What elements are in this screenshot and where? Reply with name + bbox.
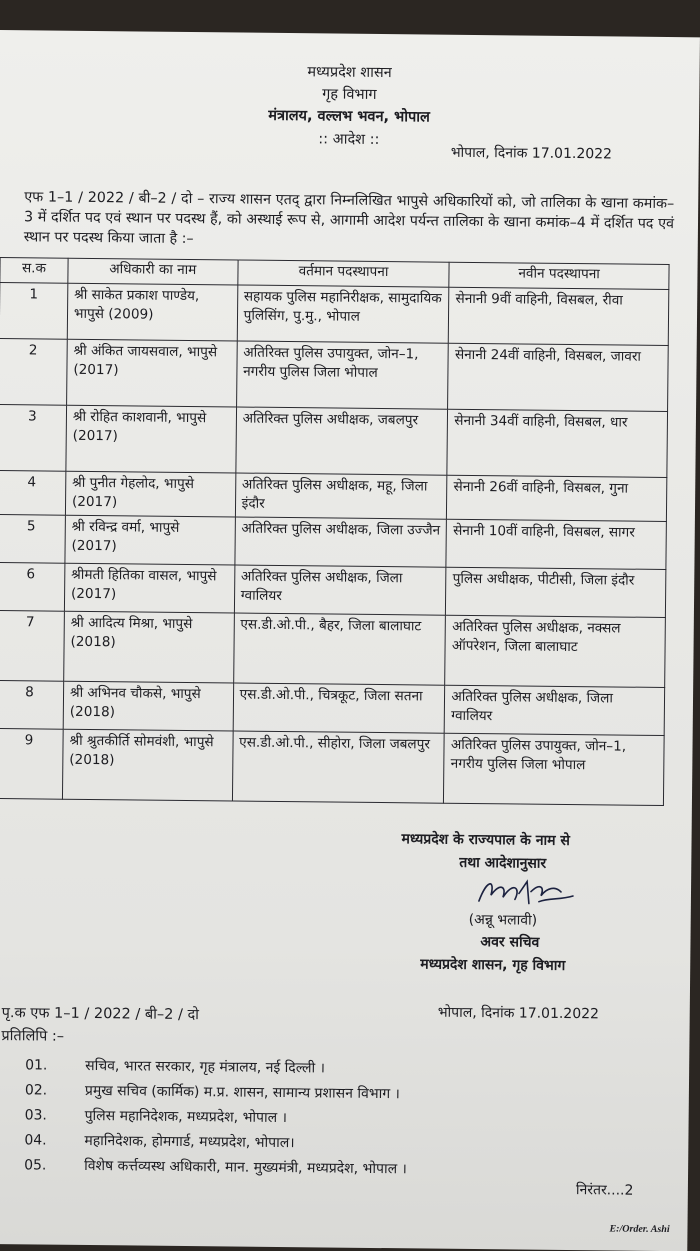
continued-marker: निरंतर....2 (575, 1182, 634, 1199)
new-posting-cell: अतिरिक्त पुलिस अधीक्षक, नक्सल ऑपरेशन, जिला बालाघाट (445, 615, 665, 687)
current-posting-cell: सहायक पुलिस महानिरीक्षक, सामुदायिक पुलिसिंग, पु.मु., भोपाल (237, 285, 449, 343)
new-posting-cell: सेनानी 26वीं वाहिनी, विसबल, गुना (447, 475, 667, 521)
copy-text: सचिव, भारत सरकार, गृह मंत्रालय, नई दिल्ली । (85, 1057, 326, 1077)
officer-name-cell: श्री आदित्य मिश्रा, भापुसे (2018) (64, 611, 234, 683)
officer-name-cell: श्रीमती हितिका वासल, भापुसे (2017) (64, 563, 234, 613)
copy-text: पुलिस महानिदेशक, मध्यप्रदेश, भोपाल । (84, 1107, 288, 1127)
serial-cell: 9 (0, 728, 63, 799)
copy-recipient (24, 1155, 407, 1178)
copy-number: 02. (24, 1082, 48, 1099)
new-posting-cell: सेनानी 9वीं वाहिनी, विसबल, रीवा (449, 287, 669, 345)
officer-name-cell: श्री श्रुतकीर्ति सोमवंशी, भापुसे (2018) (62, 729, 232, 801)
copy-number: 04. (24, 1132, 47, 1149)
copy-text: विशेष कर्त्तव्यस्थ अधिकारी, मान. मुख्यमंत्री, मध्यप्रदेश, भोपाल । (84, 1157, 407, 1178)
header-order: :: आदेश :: (318, 131, 380, 148)
serial-cell: 2 (0, 339, 67, 406)
copy-number: 05. (24, 1157, 47, 1174)
serial-cell: 6 (0, 562, 65, 611)
col-header-serial: स.क (0, 258, 68, 284)
copy-recipient (25, 1105, 287, 1127)
table-row (0, 471, 667, 522)
col-header-officer: अधिकारी का नाम (68, 258, 238, 285)
new-posting-cell: अतिरिक्त पुलिस उपायुक्त, जोन–1, नगरीय पुलिस जिला भोपाल (444, 733, 664, 805)
endorsement-reference: पृ.क एफ 1–1 / 2022 / बी–2 / दो (1, 1005, 200, 1024)
current-posting-cell: अतिरिक्त पुलिस अधीक्षक, जिला ग्वालियर (234, 565, 446, 615)
serial-cell: 5 (0, 514, 65, 563)
order-date: भोपाल, दिनांक 17.01.2022 (450, 144, 613, 163)
current-posting-cell: एस.डी.ओ.पी., चित्रकूट, जिला सतना (233, 683, 445, 733)
table-row (0, 728, 664, 805)
copy-recipient (25, 1055, 325, 1077)
table-row (0, 680, 665, 735)
copy-number: 01. (25, 1057, 48, 1074)
current-posting-cell: एस.डी.ओ.पी., सीहोरा, जिला जबलपुर (232, 731, 444, 803)
order-intro: एफ 1–1 / 2022 / बी–2 / दो – राज्य शासन एतद् द्वारा निम्नलिखित भापुसे अधिकारियों को, जो तालिका के खाना कमांक–3 में दर्शित पद एवं स्थान पर पदस्थ हैं, को अस्थाई रूप से, आगामी आदेश पर्यन्त तालिका के खाना कमांक–4 में दर्शित पद एवं स्थान पर पदस्थ किया जाता है :– (23, 189, 675, 248)
officer-name-cell: श्री पुनीत गेहलोद, भापुसे (2017) (65, 471, 235, 517)
handwritten-signature (469, 873, 579, 914)
header-department: गृह विभाग (322, 86, 377, 103)
current-posting-cell: एस.डी.ओ.पी., बैहर, जिला बालाघाट (233, 613, 445, 685)
authority-line-2: तथा आदेशानुसार (459, 854, 547, 872)
copy-text: प्रमुख सचिव (कार्मिक) म.प्र. शासन, सामान्य प्रशासन विभाग । (84, 1082, 400, 1103)
signatory-name: (अन्नू भलावी) (468, 911, 538, 929)
officer-name-cell: श्री रविन्द्र वर्मा, भापुसे (2017) (65, 515, 235, 565)
table-row (0, 405, 668, 478)
order-document (0, 30, 700, 1251)
col-header-new: नवीन पदस्थापना (449, 262, 669, 289)
serial-cell: 4 (0, 471, 66, 516)
serial-cell: 3 (0, 405, 66, 472)
copy-recipient (25, 1080, 400, 1103)
serial-cell: 7 (0, 610, 64, 681)
header-address: मंत्रालय, वल्लभ भवन, भोपाल (268, 107, 430, 126)
new-posting-cell: पुलिस अधीक्षक, पीटीसी, जिला इंदौर (446, 567, 666, 617)
new-posting-cell: सेनानी 34वीं वाहिनी, विसबल, धार (447, 409, 667, 477)
table-row (0, 562, 666, 617)
current-posting-cell: अतिरिक्त पुलिस अधीक्षक, जिला उज्जैन (235, 517, 447, 567)
copy-text: महानिदेशक, होमगार्ड, मध्यप्रदेश, भोपाल। (84, 1132, 295, 1152)
endorsement-date: भोपाल, दिनांक 17.01.2022 (437, 1004, 600, 1023)
current-posting-cell: अतिरिक्त पुलिस अधीक्षक, महू, जिला इंदौर (235, 473, 447, 519)
new-posting-cell: अतिरिक्त पुलिस अधीक्षक, जिला ग्वालियर (445, 685, 665, 735)
current-posting-cell: अतिरिक्त पुलिस अधीक्षक, जबलपुर (236, 407, 448, 475)
table-row (0, 610, 665, 687)
officer-name-cell: श्री रोहित काशवानी, भापुसे (2017) (66, 405, 236, 473)
new-posting-cell: सेनानी 10वीं वाहिनी, विसबल, सागर (446, 519, 666, 569)
header-state: मध्यप्रदेश शासन (307, 64, 392, 82)
copy-heading: प्रतिलिपि :– (1, 1028, 65, 1045)
serial-cell: 1 (0, 283, 68, 340)
copy-number: 03. (24, 1107, 47, 1124)
file-path-footer: E:/Order. Ashi (609, 1223, 670, 1236)
copy-recipient (24, 1130, 294, 1152)
officer-name-cell: श्री अभिनव चौकसे, भापुसे (2018) (63, 681, 233, 731)
table-row (0, 339, 668, 412)
officer-name-cell: श्री साकेत प्रकाश पाण्डेय, भापुसे (2009) (67, 283, 237, 341)
authority-line-1: मध्यप्रदेश के राज्यपाल के नाम से (401, 831, 570, 850)
serial-cell: 8 (0, 680, 64, 729)
signatory-title: अवर सचिव (480, 934, 540, 951)
posting-table (0, 257, 670, 806)
current-posting-cell: अतिरिक्त पुलिस उपायुक्त, जोन–1, नगरीय पुलिस जिला भोपाल (236, 341, 448, 409)
table-row (0, 283, 669, 346)
signatory-department: मध्यप्रदेश शासन, गृह विभाग (420, 956, 566, 974)
table-row (0, 514, 666, 569)
new-posting-cell: सेनानी 24वीं वाहिनी, विसबल, जावरा (448, 343, 668, 411)
col-header-current: वर्तमान पदस्थापना (238, 260, 450, 287)
officer-name-cell: श्री अंकित जायसवाल, भापुसे (2017) (66, 339, 236, 407)
